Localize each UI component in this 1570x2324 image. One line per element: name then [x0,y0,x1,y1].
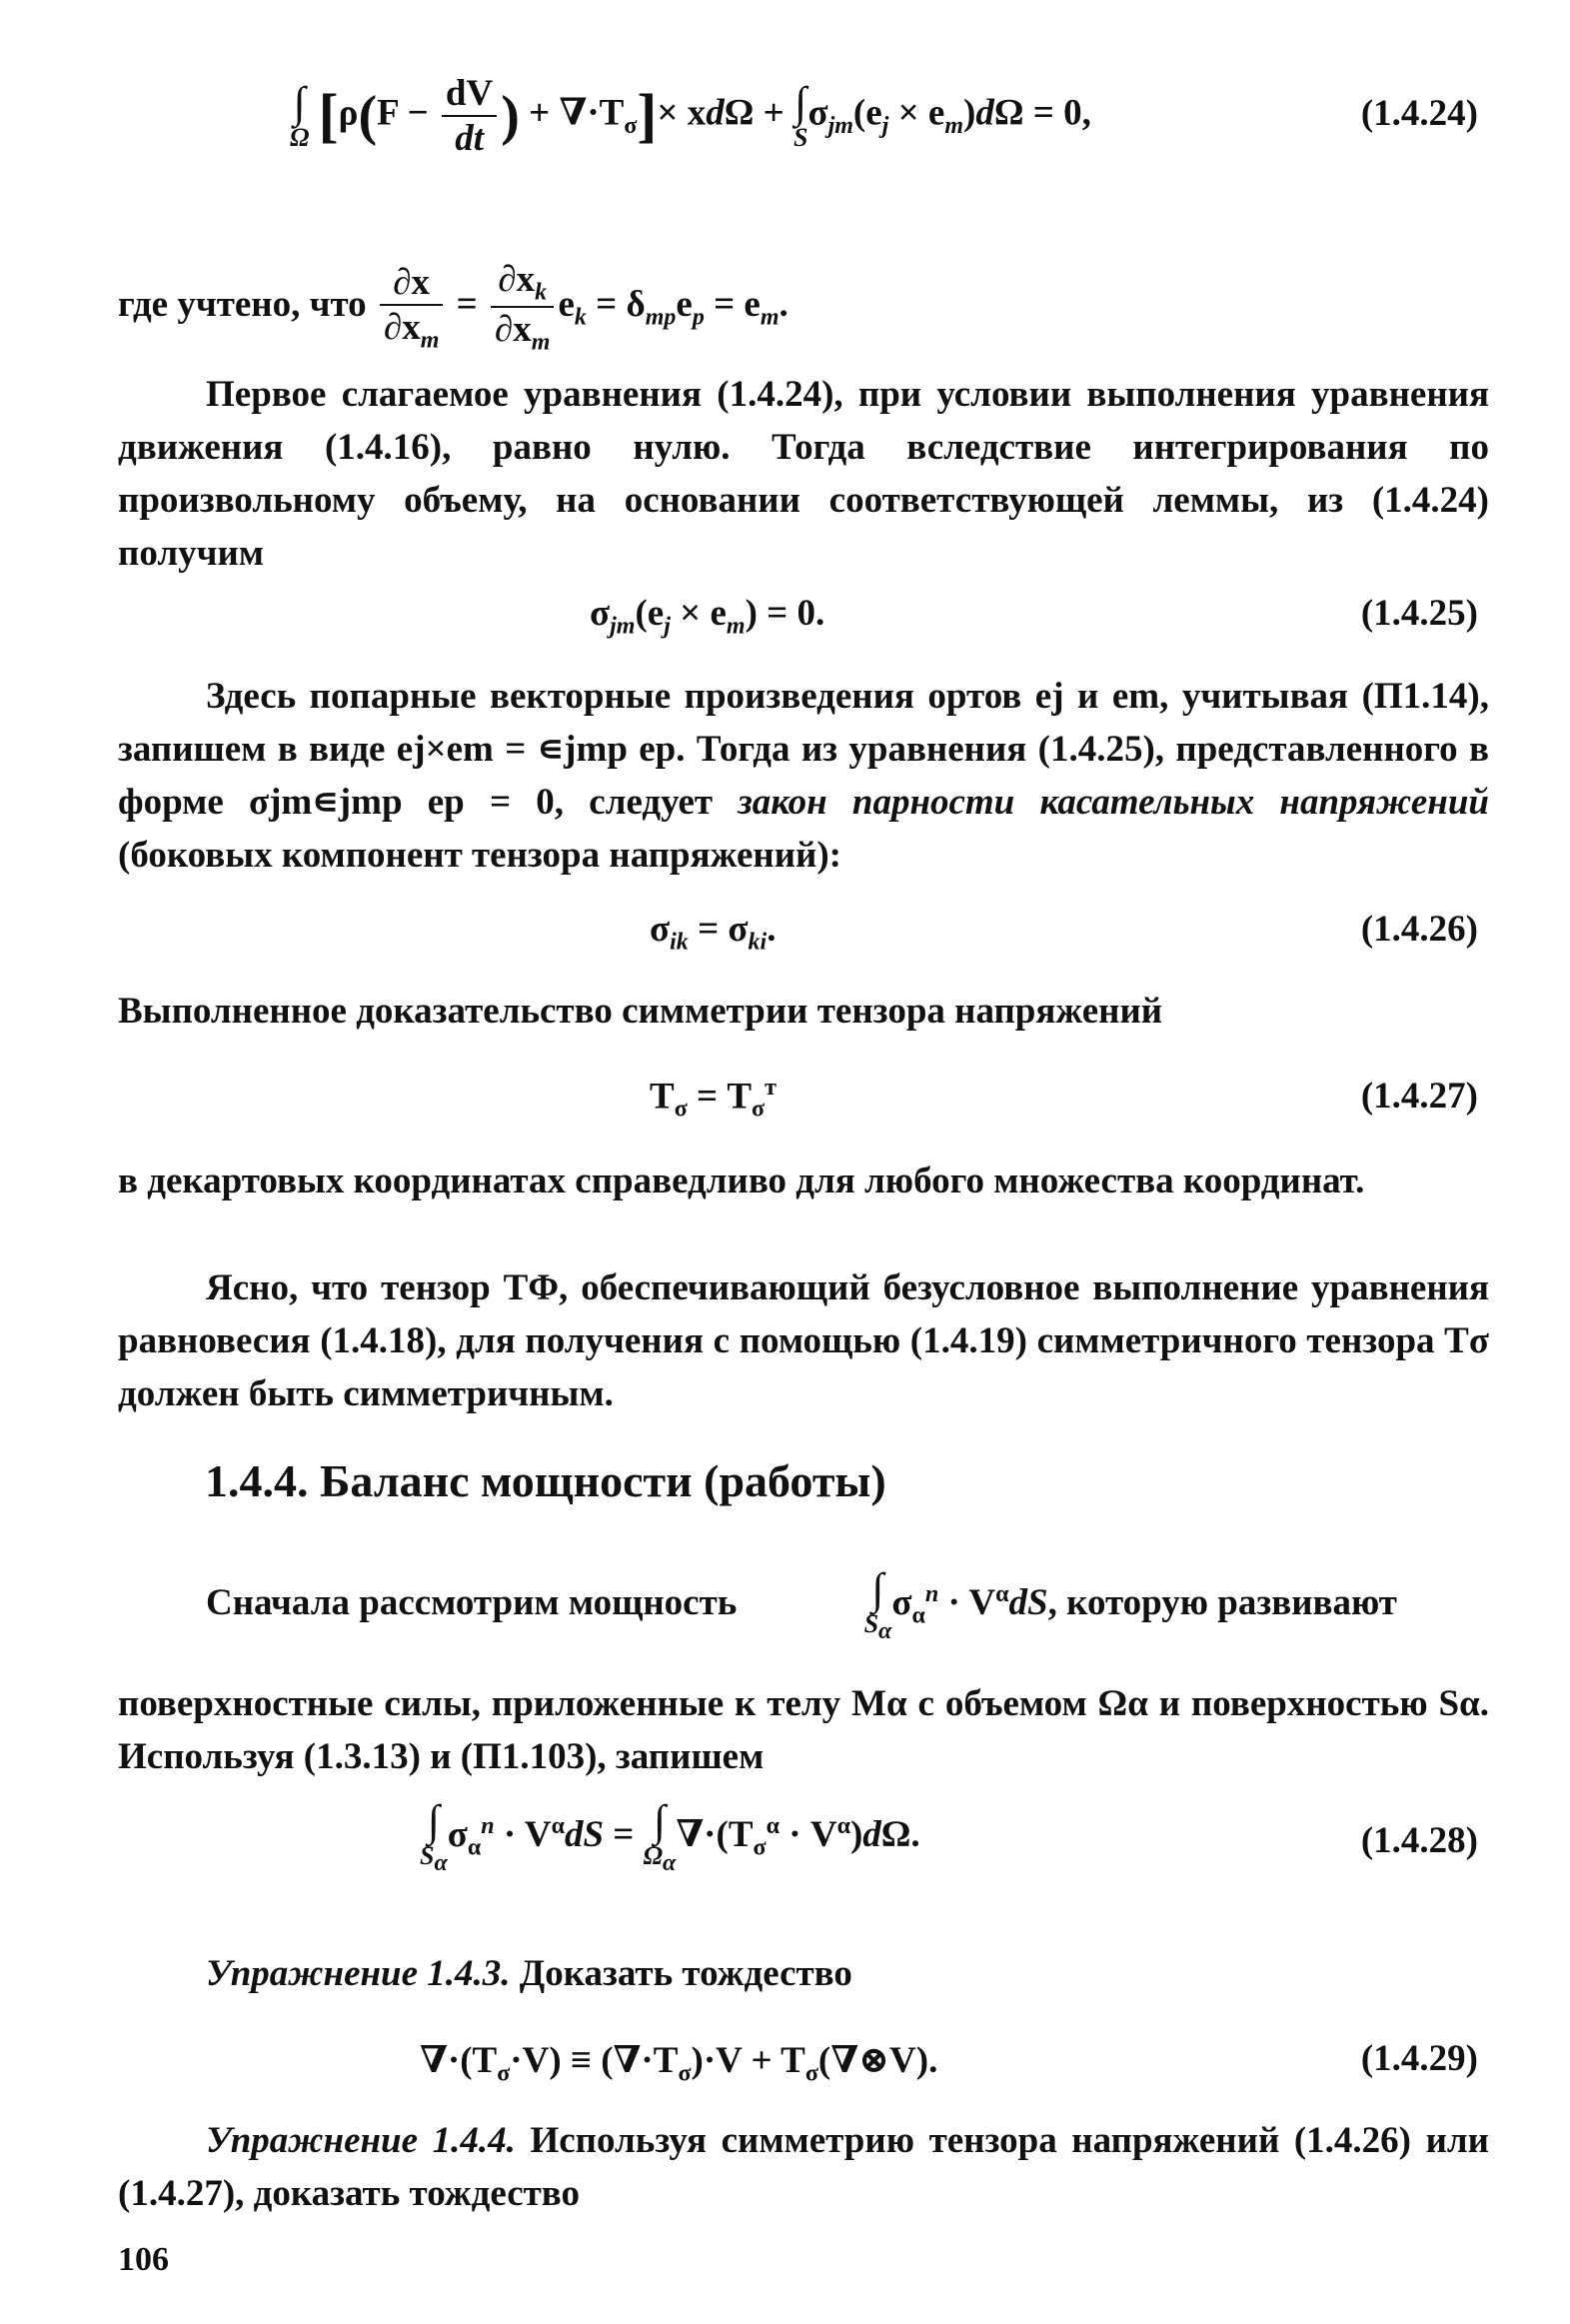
equation-1-4-28: ∫ $S_\alpha$ $\sigma_\alpha^n \cdot V^\alpha dS$ = ∫ $\Omega_\alpha$ $\nabla\cdot(T_\sigma^\alpha \cdot V^\alpha)d\Omega$. [420,1796,920,1877]
paragraph: Выполненное доказательство симметрии тензора напряжений [118,991,1163,1032]
equation-number: (1.4.29) [1360,2038,1478,2079]
equation-number: (1.4.26) [1360,909,1478,950]
paragraph: Первое слагаемое уравнения (1.4.24), при условии выполнения уравнения движения (1.4.16), равно нулю. Тогда вследствие интегрирования по произвольному объему, на основании соответствующей леммы, из (1.4.24) получим [118,374,1489,574]
paragraph: поверхностные силы, приложенные к телу Mα с объемом Ωα и поверхностью Sα. Используя (1.3.13) и (П1.103), запишем [118,1683,1489,1777]
paragraph: Здесь попарные векторные произведения ортов ej и em, учитывая (П1.14), запишем в виде ej×em = ∊jmp ep. Тогда из уравнения (1.4.25), представленного в форме σjm∊jmp ep = 0, следует закон парности касательных напряжений (боковых компонент тензора напряжений): [118,676,1489,876]
paragraph: в декартовых координатах справедливо для любого множества координат. [118,1161,1365,1201]
equation-1-4-25: $\sigma_{jm}(e_j \times e_m) = 0$. [590,593,825,640]
equation-1-4-27: $T_\sigma = T_\sigma^т$ [650,1075,777,1123]
equation-1-4-24: ∫ Ω [ρ(F − $\frac{dV}{dt}$ ) + $\nabla\cdot T_\sigma]\times xd\Omega$ + ∫ S $\sigma_{jm}(e_j \times e_m)d\Omega = 0$, [290,73,1091,159]
emphasized-term: закон парности касательных напряжений [738,782,1489,823]
equation-number: (1.4.25) [1360,593,1478,634]
paragraph: Сначала рассмотрим мощность ∫ $S_\alpha$ $\sigma_\alpha^n \cdot V^\alpha dS$, которую развивают [206,1564,1397,1645]
page-number: 106 [118,2241,169,2278]
exercise: Упражнение 1.4.4. Используя симметрию тензора напряжений (1.4.26) или (1.4.27), доказать тождество [118,2120,1489,2214]
equation-number: (1.4.28) [1360,1820,1478,1861]
section-heading: 1.4.4. Баланс мощности (работы) [205,1455,886,1506]
paragraph: Ясно, что тензор TΦ, обеспечивающий безусловное выполнение уравнения равновесия (1.4.18), для получения с помощью (1.4.19) симметричного тензора Tσ должен быть симметричным. [118,1267,1489,1414]
equation-number: (1.4.24) [1360,93,1478,134]
equation-1-4-26: $\sigma_{ik} = \sigma_{ki}$. [650,909,777,956]
integral-sign: ∫ $S_\alpha$ [863,1564,892,1645]
equation-number: (1.4.27) [1360,1076,1478,1117]
integral-sign: ∫ Ω [290,78,310,152]
equation-1-4-29: $\nabla\cdot(T_\sigma\cdot V) \equiv (\nabla\cdot T_\sigma)\cdot V$ + $T_\sigma(\nabla\otimes V)$. [420,2040,938,2087]
integral-sign: ∫ S [792,78,808,152]
exercise: Упражнение 1.4.3. Доказать тождество [206,1953,852,1994]
where-note: где учтено, что $\frac{\partial x}{\partial x_m}$ = $\frac{\partial x_k}{\partial x_m}$ $e_k = \delta_{mp}e_p = e_m$. [118,259,788,356]
